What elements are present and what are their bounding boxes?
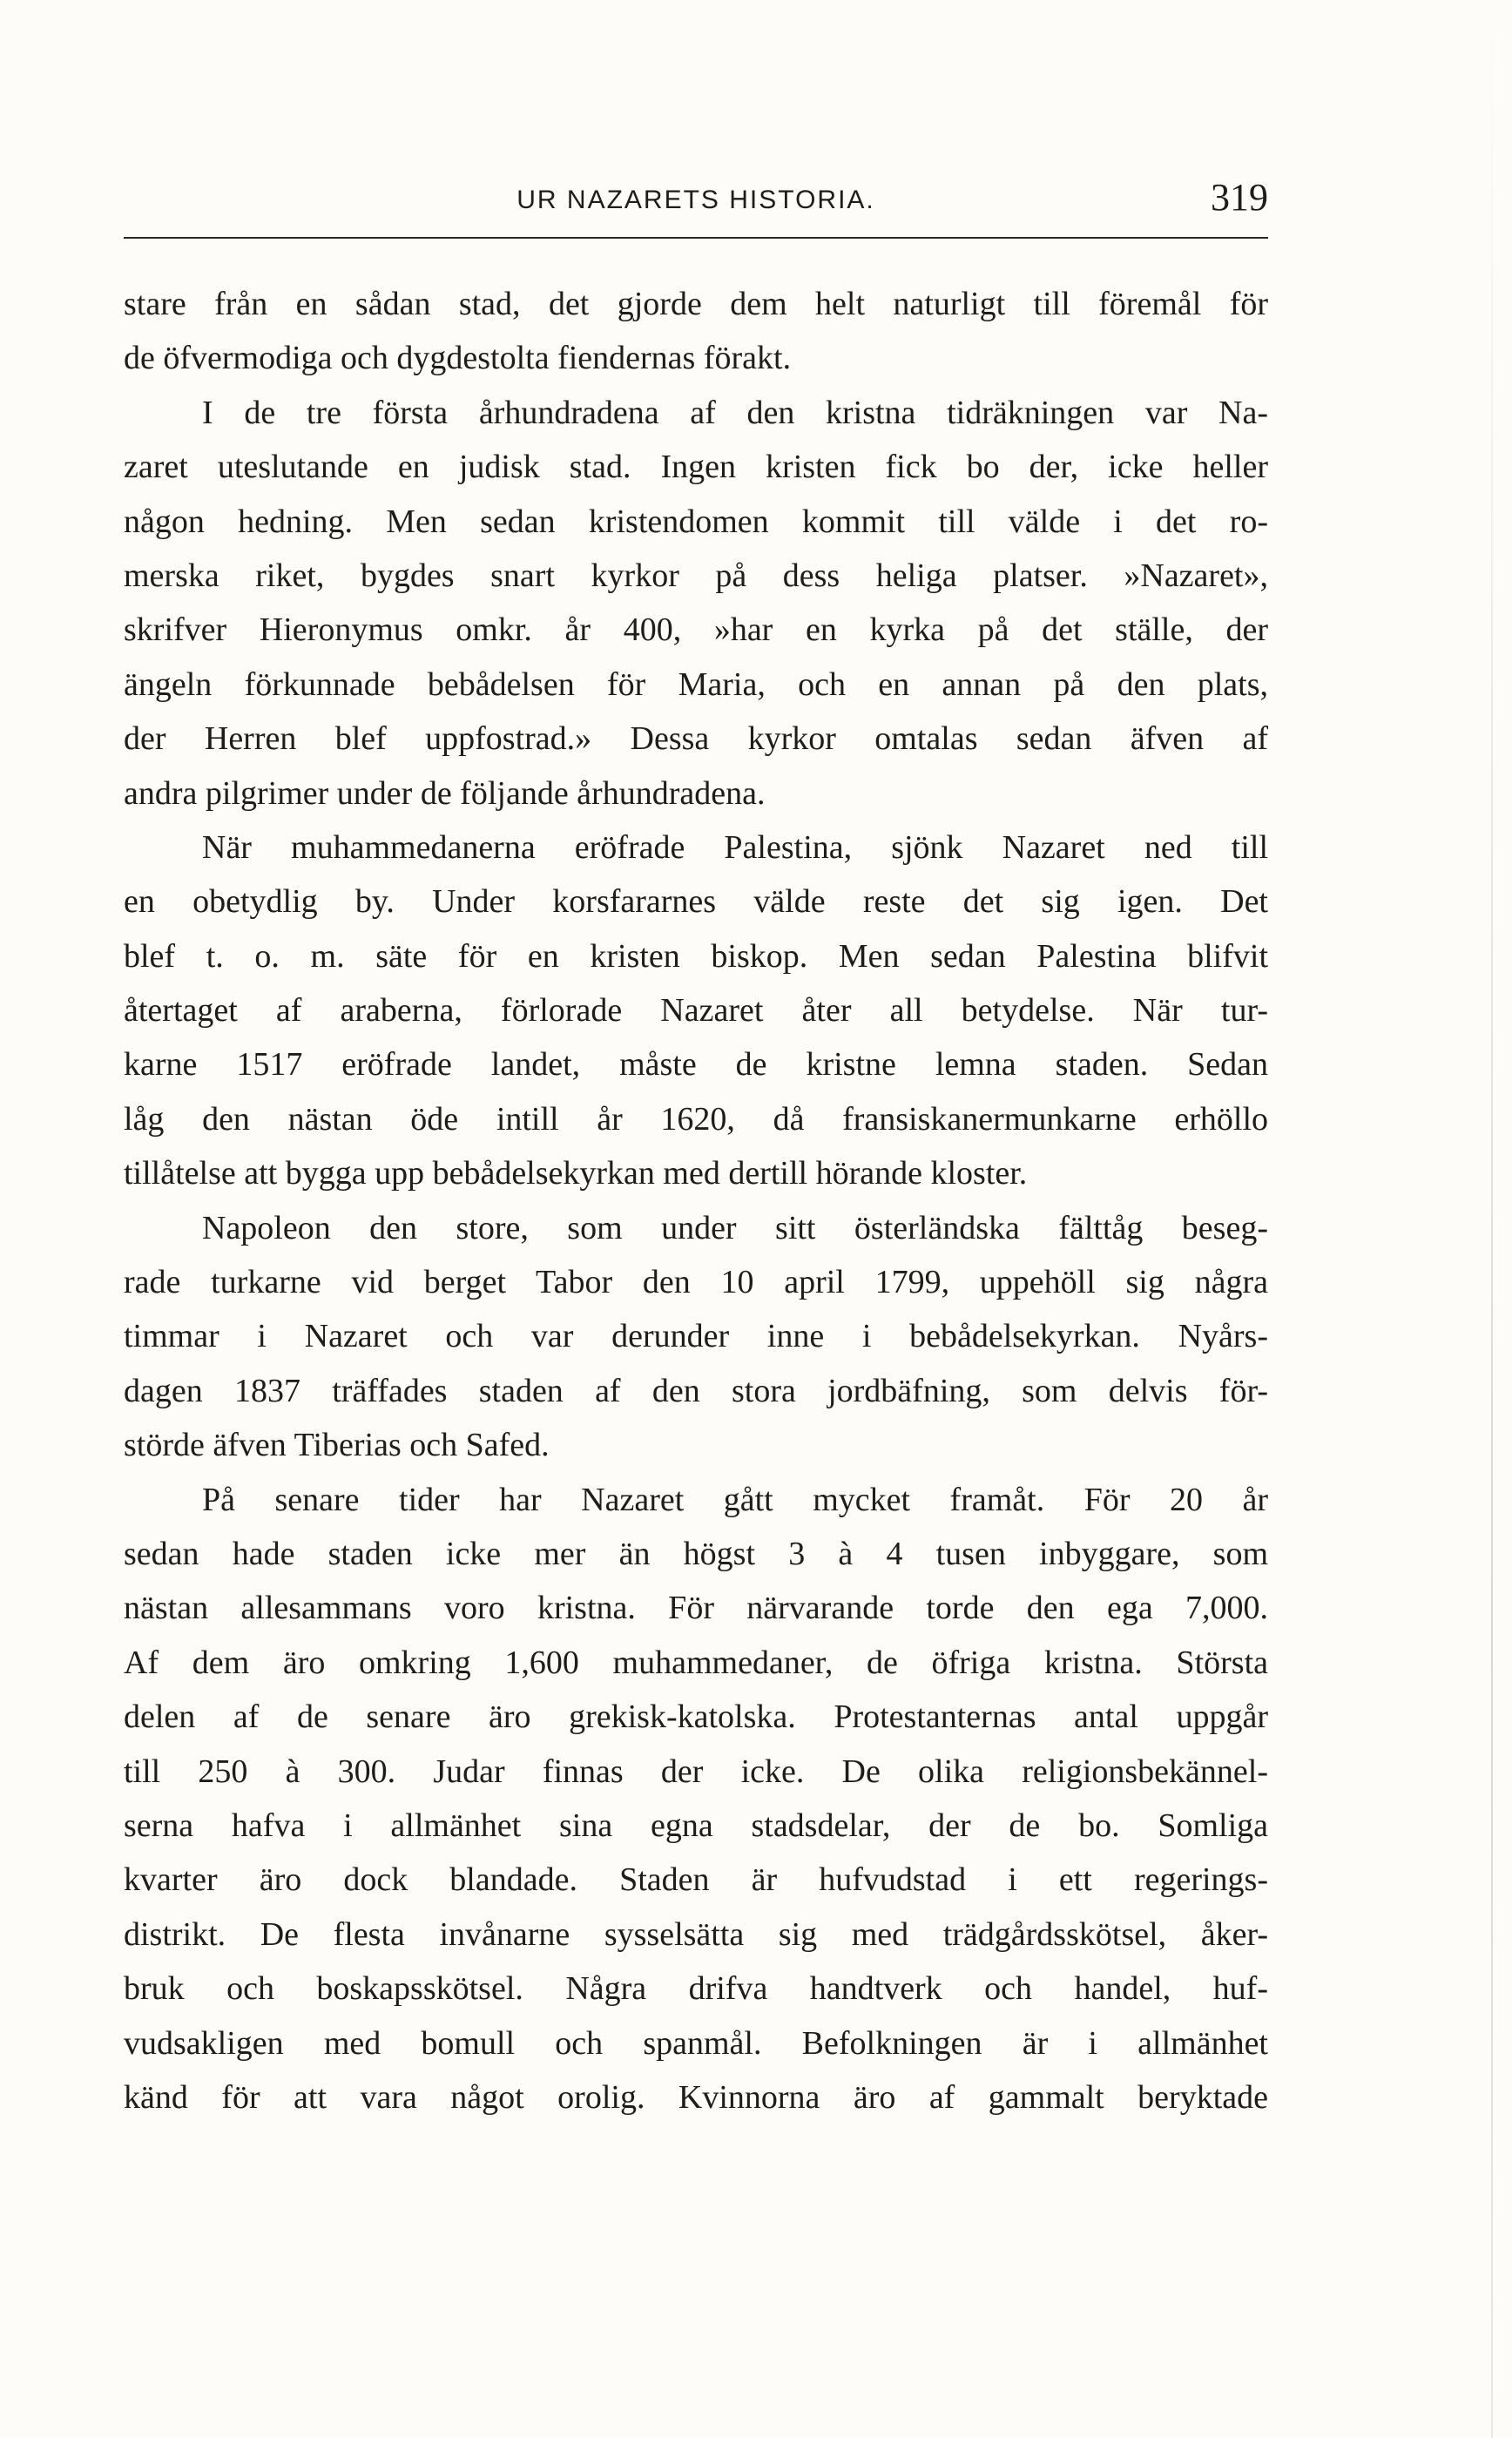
text-line: Af dem äro omkring 1,600 muhammedaner, de öfriga kristna. Största: [124, 1644, 1268, 1681]
text-line: På senare tider har Nazaret gått mycket framåt. För 20 år: [202, 1481, 1268, 1518]
text-line: andra pilgrimer under de följande århundradena.: [124, 774, 766, 812]
text-line: till 250 à 300. Judar finnas der icke. De olika religionsbekännel-: [124, 1753, 1268, 1790]
text-line: vudsakligen med bomull och spanmål. Befolkningen är i allmänhet: [124, 2024, 1268, 2062]
text-line: rade turkarne vid berget Tabor den 10 april 1799, uppehöll sig några: [124, 1264, 1268, 1301]
text-line: bruk och boskapsskötsel. Några drifva handtverk och handel, huf-: [124, 1970, 1268, 2008]
text-line: tillåtelse att bygga upp bebådelsekyrkan med dertill hörande kloster.: [124, 1155, 1028, 1192]
page-number: 319: [1211, 176, 1268, 219]
text-line: en obetydlig by. Under korsfararnes välde reste det sig igen. Det: [124, 883, 1268, 921]
text-line: dagen 1837 träffades staden af den stora jordbäfning, som delvis för-: [124, 1372, 1268, 1409]
text-line: återtaget af araberna, förlorade Nazaret åter all betydelse. När tur-: [124, 992, 1268, 1030]
text-line: timmar i Nazaret och var derunder inne i bebådelsekyrkan. Nyårs-: [124, 1318, 1268, 1355]
text-line: låg den nästan öde intill år 1620, då fransiskanermunkarne erhöllo: [124, 1100, 1268, 1138]
text-line: merska riket, bygdes snart kyrkor på dess heliga platser. »Nazaret»,: [124, 557, 1268, 594]
body-text: [124, 277, 1268, 2124]
text-line: serna hafva i allmänhet sina egna stadsdelar, der de bo. Somliga: [124, 1807, 1268, 1844]
text-line: sedan hade staden icke mer än högst 3 à 4 tusen inbyggare, som: [124, 1535, 1268, 1572]
text-line: I de tre första århundradena af den kristna tidräkningen var Na-: [202, 394, 1268, 431]
text-line: distrikt. De flesta invånarne sysselsätta sig med trädgårdsskötsel, åker-: [124, 1915, 1268, 1953]
text-line: någon hedning. Men sedan kristendomen kommit till välde i det ro-: [124, 503, 1268, 540]
text-line: När muhammedanerna eröfrade Palestina, sjönk Nazaret ned till: [202, 828, 1268, 866]
text-line: störde äfven Tiberias och Safed.: [124, 1427, 550, 1464]
text-line: Napoleon den store, som under sitt österländska fälttåg beseg-: [202, 1209, 1268, 1246]
running-title: UR NAZARETS HISTORIA.: [516, 186, 875, 214]
text-line: ängeln förkunnade bebådelsen för Maria, och en annan på den plats,: [124, 665, 1268, 703]
text-line: de öfvermodiga och dygdestolta fiendernas förakt.: [124, 340, 792, 377]
text-line: zaret uteslutande en judisk stad. Ingen kristen fick bo der, icke heller: [124, 449, 1268, 486]
text-line: der Herren blef uppfostrad.» Dessa kyrkor omtalas sedan äfven af: [124, 720, 1268, 758]
text-line: kvarter äro dock blandade. Staden är hufvudstad i ett regerings-: [124, 1861, 1268, 1899]
text-line: känd för att vara något orolig. Kvinnorna äro af gammalt beryktade: [124, 2078, 1268, 2116]
header-rule: [124, 237, 1268, 239]
text-line: nästan allesammans voro kristna. För närvarande torde den ega 7,000.: [124, 1590, 1268, 1627]
page-edge-shadow: [1491, 0, 1493, 2438]
text-line: skrifver Hieronymus omkr. år 400, »har en kyrka på det ställe, der: [124, 611, 1268, 649]
page-header: [124, 176, 1268, 231]
text-line: blef t. o. m. säte för en kristen biskop. Men sedan Palestina blifvit: [124, 937, 1268, 975]
text-line: karne 1517 eröfrade landet, måste de kristne lemna staden. Sedan: [124, 1046, 1268, 1084]
text-line: stare från en sådan stad, det gjorde dem helt naturligt till föremål för: [124, 286, 1268, 322]
text-line: delen af de senare äro grekisk-katolska. Protestanternas antal uppgår: [124, 1698, 1268, 1736]
